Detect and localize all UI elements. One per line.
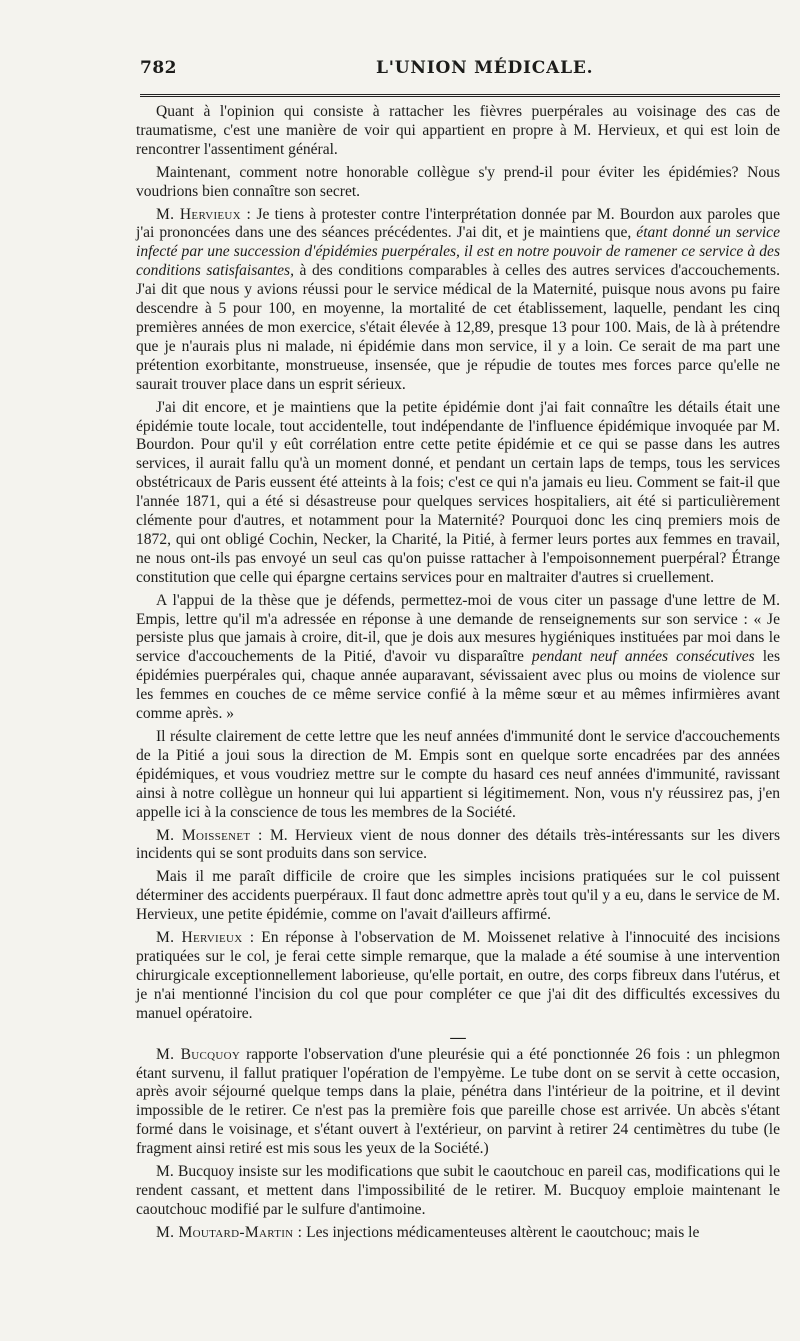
paragraph-4 xyxy=(136,399,780,588)
italic-quote: pendant neuf années consécutives xyxy=(531,648,755,666)
speaker-name: M. Bucquoy xyxy=(156,1045,241,1063)
paragraph-9 xyxy=(136,929,780,1024)
paragraph-1 xyxy=(136,103,780,160)
paragraph-10 xyxy=(136,1046,780,1159)
paragraph-text: M. Hervieux vient de nous donner des détails très-intéressants sur les divers incidents qui se sont produits dans son service. xyxy=(136,826,780,863)
italic-quote: étant donné un service infecté par une succession d'épidémies puerpérales, il est en notre pouvoir de ramener ce service à des conditions satisfaisantes, xyxy=(136,224,780,280)
paragraph-5 xyxy=(136,592,780,724)
paragraph-2 xyxy=(136,164,780,202)
paragraph-text: En réponse à l'observation de M. Moissenet relative à l'innocuité des incisions pratiquées sur le col, je ferai cette simple remarque, que la malade a été soumise à une intervention chirurgicale exceptionnellement laborieuse, qu'elle portait, en outre, des corps fibreux dans l'utérus, et je n'ai mentionné l'incision du col que pour compléter ce que j'ai dit des difficultés excessives du manuel opératoire. xyxy=(136,929,780,1022)
article-body xyxy=(136,103,780,1243)
paragraph-7 xyxy=(136,827,780,865)
speaker-name: M. Hervieux : xyxy=(156,929,255,947)
paragraph-text: M. Bucquoy insiste sur les modifications que subit le caoutchouc en pareil cas, modifications qui le rendent cassant, et mettent dans l'impossibilité de le retirer. M. Bucquoy emploie maintenant le caoutchouc modifié par le sulfure d'antimoine. xyxy=(136,1163,780,1218)
paragraph-text: Il résulte clairement de cette lettre que les neuf années d'immunité dont le service d'accouchements de la Pitié a joui sous la direction de M. Empis sont en quelque sorte encadrées par des années épidémiques, et vous voudriez mettre sur le compte du hasard ces neuf années d'immunité, ravissant ainsi à notre collègue un honneur qui lui appartient si légitimement. Non, vous n'y réussirez pas, j'en appelle ici à la conscience de tous les membres de la Société. xyxy=(136,728,780,821)
page-header xyxy=(140,58,776,86)
paragraph-text: A l'appui de la thèse que je défends, permettez-moi de vous citer un passage d'une lettre de M. Empis, lettre qu'il m'a adressée en réponse à une demande de renseignements sur son service : « Je persiste plus que jamais à croire, dit-il, que je dois aux mesures hygiéniques instituées par moi dans le service d'accouchements de la Pitié, d'avoir vu disparaître xyxy=(136,591,780,666)
speaker-name: M. Hervieux : xyxy=(156,205,252,223)
paragraph-8 xyxy=(136,868,780,925)
paragraph-text: Quant à l'opinion qui consiste à rattacher les fièvres puerpérales au voisinage des cas de traumatisme, c'est une manière de voir qui appartient en propre à M. Hervieux, et qui est loin de rencontrer l'assentiment général. xyxy=(136,103,780,158)
speaker-name: M. Moissenet : xyxy=(156,826,263,844)
header-rule xyxy=(140,94,780,97)
paragraph-text: à des conditions comparables à celles des autres services d'accouchements. J'ai dit que nous y avions réussi pour le service médical de la Maternité, puisque nous avons pu faire descendre à 5 pour 100, en moyenne, la mortalité de cet établissement, laquelle, pendant les cinq premières années de mon exercice, s'était élevée à 12,89, presque 13 pour 100. Mais, de là à prétendre que je n'aurais plus ni malade, ni épidémie dans mon service, il y a loin. Ce serait de ma part une prétention exorbitante, monstrueuse, insensée, que je répudie de toutes mes forces parce qu'elle ne saurait trouver place dans un esprit sérieux. xyxy=(136,262,780,393)
paragraph-text: Maintenant, comment notre honorable collègue s'y prend-il pour éviter les épidémies? Nous voudrions bien connaître son secret. xyxy=(136,163,780,200)
paragraph-text: Je tiens à protester contre l'interprétation donnée par M. Bourdon aux paroles que j'ai prononcées dans une des séances précédentes. J'ai dit, et je maintiens que, xyxy=(136,205,780,242)
paragraph-11 xyxy=(136,1163,780,1220)
section-separator: — xyxy=(450,1028,466,1046)
paragraph-text: les épidémies puerpérales qui, chaque année auparavant, sévissaient avec plus ou moins de violence sur les femmes en couches de ce même service confié à la même sœur et au mêmes infirmières avant comme après. » xyxy=(136,648,780,723)
speaker-name: M. Moutard-Martin : xyxy=(156,1223,303,1241)
paragraph-text: Les injections médicamenteuses altèrent le caoutchouc; mais le xyxy=(302,1223,700,1241)
paragraph-12 xyxy=(136,1224,780,1243)
paragraph-text: rapporte l'observation d'une pleurésie qui a été ponctionnée 26 fois : un phlegmon étant survenu, il fallut pratiquer l'opération de l'empyème. Le tube dont on se servit à cette occasion, après avoir séjourné quelque temps dans la plaie, pénétra dans l'intérieur de la poitrine, et il devint impossible de le retirer. Ce n'est pas la première fois que pareille chose est arrivée. Un abcès s'étant formé dans le voisinage, et s'étant ouvert à l'extérieur, on parvint à retirer 24 centimètres du tube (le fragment ainsi retiré est mis sous les yeux de la Société.) xyxy=(136,1045,780,1158)
running-title: L'UNION MÉDICALE. xyxy=(376,58,594,78)
paragraph-text: Mais il me paraît difficile de croire que les simples incisions pratiquées sur le col puissent déterminer des accidents puerpéraux. Il faut donc admettre après tout qu'il y a eu, dans le service de M. Hervieux, une petite épidémie, comme on l'avait d'ailleurs affirmé. xyxy=(136,868,780,924)
paragraph-6 xyxy=(136,728,780,823)
page-number: 782 xyxy=(140,58,177,78)
paragraph-3 xyxy=(136,206,780,395)
paragraph-text: J'ai dit encore, et je maintiens que la petite épidémie dont j'ai fait connaître les détails était une épidémie toute locale, tout accidentelle, tout indépendante de l'influence épidémique invoquée par M. Bourdon. Pour qu'il y eût corrélation entre cette petite épidémie et ce qui se passe dans les autres services, il aurait fallu qu'à un moment donné, et pendant un certain laps de temps, tous les services obstétricaux de Paris eussent été atteints à la fois; c'est ce qui n'a jamais eu lieu. Comment se fait-il que l'année 1871, qui a été si désastreuse pour quelques services hospitaliers, ait été si particulièrement clémente pour d'autres, et notamment pour la Maternité? Pourquoi donc les cinq premiers mois de 1872, qui ont obligé Cochin, Necker, la Charité, la Pitié, à fermer leurs portes aux femmes en travail, ne nous ont-ils pas envoyé un seul cas qu'on puisse rattacher à l'empoisonnement puerpéral? Étrange constitution que celle qui épargne certains services pour en maltraiter d'autres si cruellement. xyxy=(136,398,780,586)
